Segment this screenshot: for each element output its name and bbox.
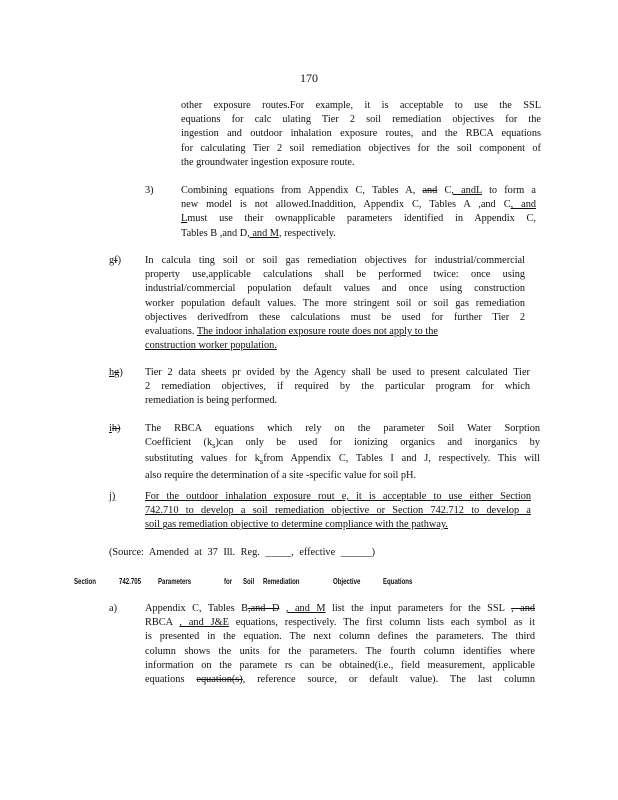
item-3-text [181, 184, 536, 241]
continuation-paragraph [181, 99, 541, 170]
text-line: Combining equations from Appendix C, Tables A, and C, andL to form a [181, 185, 536, 196]
section-title-word: Parameters [158, 577, 192, 586]
text-line: industrial/commercial population default values and once using construction [145, 283, 525, 295]
text-line: information on the paramete rs can be obtained(i.e., field measurement, applicable [145, 659, 535, 671]
text-line: also require the determination of a site -specific value for soil pH. [145, 469, 417, 481]
text-line: Coefficient $(k_s)can$ only be used for ionizing organics and inorganics by [145, 437, 540, 451]
blank-line: ______ [340, 547, 372, 558]
item-i-marker: ih) [109, 423, 121, 434]
text-line: objectives derivedfrom these calculations must be used for further Tier 2 [145, 311, 525, 323]
text-line: soil gas remediation objective to determine compliance with the pathway. [145, 519, 448, 531]
deleted-text: , and [511, 603, 536, 614]
item-a-text [145, 602, 535, 687]
text-line: The RBCA equations which rely on the parameter Soil Water Sorption [145, 423, 540, 434]
text-line: for calculating Tier 2 soil remediation objectives for the soil component of [181, 142, 541, 154]
item-h-marker: hg) [109, 367, 123, 378]
section-title-word: for [224, 577, 233, 586]
text-line: 2 remediation objectives, if required by the particular program for which [145, 381, 530, 393]
item-j-text [145, 490, 531, 533]
section-number: 742.705 [119, 577, 141, 586]
text-line: RBCA , and J&E equations, respectively. The first column lists each symbol as it [145, 617, 535, 629]
inserted-text: , andL [451, 185, 482, 196]
inserted-text: , and M, [247, 227, 282, 239]
text-line: the groundwater ingestion exposure route. [181, 156, 355, 168]
text-line: worker population default values. The more stringent soil or soil gas remediation [145, 297, 525, 309]
inserted-text: L [181, 213, 188, 225]
item-j-marker: j) [109, 491, 116, 502]
inserted-text: , and M [285, 603, 326, 614]
inserted-text: construction worker population. [145, 340, 277, 352]
inserted-text: , and J&E [179, 617, 229, 629]
item-a-marker: a) [109, 603, 117, 614]
text-line: column shows the units for the parameters. The fourth column identifies where [145, 645, 535, 657]
section-title-word: Remediation [263, 577, 300, 586]
item-h-text [145, 366, 530, 409]
text-line: is presented in the equation. The next column defines the parameters. The third [145, 631, 535, 643]
page-number: 170 [300, 71, 318, 85]
deleted-text: and [422, 185, 438, 196]
item-3-marker: 3) [145, 185, 154, 196]
text-line [145, 339, 525, 353]
item-g-text [145, 254, 525, 353]
text-line: remediation is being performed. [145, 395, 278, 407]
section-title-word: Objective [333, 577, 361, 586]
text-line: In calcula ting soil or soil gas remediation objectives for industrial/commercial [145, 255, 525, 266]
item-i-text [145, 422, 540, 483]
source-note: (Source: Amended at 37 Ill. Reg. _____, effective ______) [109, 547, 376, 558]
text-line: Tier 2 data sheets pr ovided by the Agency shall be used to present calculated Tier [145, 367, 530, 378]
section-label: Section [74, 577, 96, 586]
text-line: Lmust use their ownapplicable parameters identified in Appendix C, [181, 213, 536, 225]
section-title-word: Equations [383, 577, 413, 586]
section-title-word: Soil [243, 577, 255, 586]
text-line: ingestion and outdoor inhalation exposure routes, and the RBCA equations [181, 128, 541, 140]
text-line: Tables B ,and D, and M, respectively. [181, 227, 336, 239]
blank-line: _____ [265, 547, 292, 558]
text-line: evaluations. The indoor inhalation exposure route does not apply to the [145, 326, 438, 338]
text-line: equations for calc ulating Tier 2 soil remediation objectives for the [181, 114, 541, 126]
deleted-text: ,and D [248, 603, 280, 614]
text-line: 742.710 to develop a soil remediation objective or Section 742.712 to develop a [145, 505, 531, 517]
inserted-text: The indoor inhalation exposure route does not apply to the [196, 326, 438, 338]
text-line: Appendix C, Tables B,and D , and M list the input parameters for the SSL , and [145, 603, 536, 614]
text-line: property use,applicable calculations shall be performed twice: once using [145, 269, 525, 281]
text-line: For the outdoor inhalation exposure rout e, it is acceptable to use either Section [145, 491, 531, 502]
text-line: substituting values for $k_sfrom$ Appendix C, Tables I and J, respectively. This will [145, 453, 541, 467]
inserted-text: , and [510, 199, 537, 211]
text-line: new model is not allowed.Inaddition, Appendix C, Tables A ,and C, and [181, 199, 537, 211]
text-line: equations equation(s), reference source, or default value). The last column [145, 674, 535, 686]
deleted-text: equation(s) [196, 674, 243, 686]
text-line: other exposure routes.For example, it is acceptable to use the SSL [181, 100, 541, 111]
item-g-marker: gf) [109, 255, 122, 266]
